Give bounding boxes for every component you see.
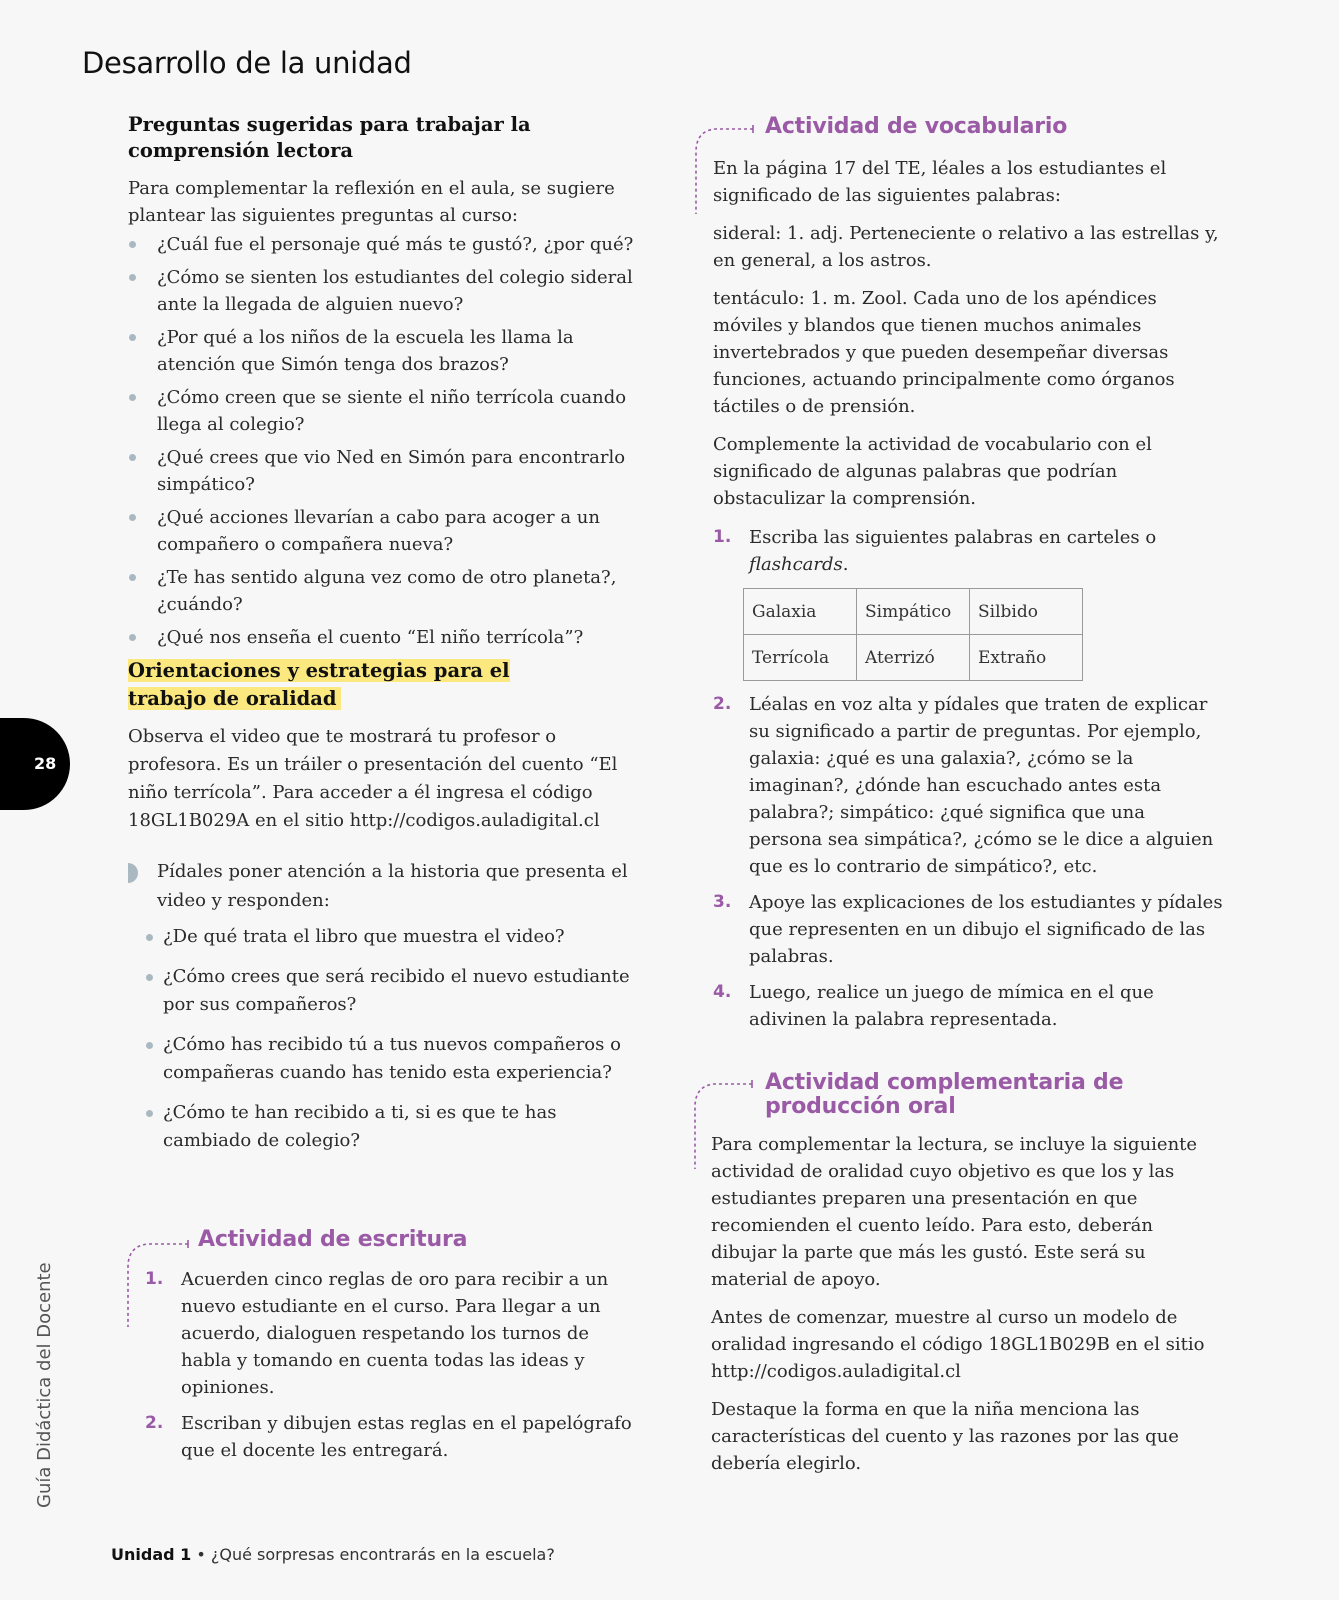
bullet-icon: [129, 574, 136, 581]
page-title: Desarrollo de la unidad: [82, 46, 412, 80]
footer-unit: Unidad 1: [111, 1545, 192, 1564]
list-item: 1. Escriba las siguientes palabras en carteles o flashcards.: [713, 524, 1223, 578]
writing-activity-title: Actividad de escritura: [198, 1227, 468, 1252]
list-item: 4. Luego, realice un juego de mímica en el que adivinen la palabra representada.: [713, 979, 1223, 1033]
table-cell: Simpático: [857, 589, 970, 635]
table-row: [744, 635, 1083, 681]
list-item: ¿Qué crees que vio Ned en Simón para encontrarlo simpático?: [128, 444, 648, 498]
definition-tentaculo: tentáculo: 1. m. Zool. Cada uno de los apéndices móviles y blandos que tienen muchos animales invertebrados y que pueden desempeñar diversas funciones, actuando principalmente como órganos táctiles o de prensión.: [713, 288, 1175, 417]
oral-activity-title-line2: producción oral: [765, 1094, 956, 1119]
step-number: 3.: [713, 892, 732, 912]
video-questions-list: [128, 923, 648, 1155]
oral-body: [711, 1131, 1211, 1477]
vocab-title-wrap: [765, 115, 1067, 139]
vocab-complement: Complemente la actividad de vocabulario con el significado de algunas palabras que podrían obstaculizar la comprensión.: [713, 434, 1152, 509]
list-item: ¿Cómo crees que será recibido el nuevo estudiante por sus compañeros?: [128, 963, 648, 1019]
word-table: [743, 588, 1083, 681]
bullet-icon: [129, 634, 136, 641]
table-cell: Aterrizó: [857, 635, 970, 681]
questions-heading: Preguntas sugeridas para trabajar la comprensión lectora: [128, 113, 531, 162]
vocab-body: [713, 155, 1223, 1042]
table-row: [744, 589, 1083, 635]
step-number: 4.: [713, 982, 732, 1002]
oral-activity-title-line1: Actividad complementaria de: [765, 1070, 1124, 1095]
bullet-icon: [146, 1042, 153, 1049]
list-item: ¿Qué acciones llevarían a cabo para acoger a un compañero o compañera nueva?: [128, 504, 648, 558]
list-item: ¿Cómo te han recibido a ti, si es que te has cambiado de colegio?: [128, 1099, 648, 1155]
list-item: ¿Cómo creen que se siente el niño terrícola cuando llega al colegio?: [128, 384, 648, 438]
table-cell: Silbido: [970, 589, 1083, 635]
oral-paragraph-1: Para complementar la lectura, se incluye la siguiente actividad de oralidad cuyo objetivo es que los y las estudiantes preparen una presentación en que recomienden el cuento leído. Para esto, deberán dibujar la parte que más les gustó. Este será su material de apoyo.: [711, 1134, 1198, 1290]
list-item: ¿Qué nos enseña el cuento “El niño terrícola”?: [128, 624, 648, 651]
list-item: ¿Cómo se sienten los estudiantes del colegio sideral ante la llegada de alguien nuevo?: [128, 264, 648, 318]
orality-text: Observa el video que te mostrará tu profesor o profesora. Es un tráiler o presentación del cuento “El niño terrícola”. Para acceder a él ingresa el código 18GL1B029A en el sitio http://codigos.auladigital.cl: [128, 726, 618, 831]
flashcards-term: flashcards: [749, 554, 843, 575]
orality-heading: Orientaciones y estrategias para el trabajo de oralidad: [128, 659, 510, 710]
questions-intro: Para complementar la reflexión en el aula, se sugiere plantear las siguientes preguntas al curso:: [128, 178, 615, 226]
orality-heading-wrap: [128, 657, 558, 713]
list-item: ¿Cuál fue el personaje qué más te gustó?, ¿por qué?: [128, 231, 648, 258]
half-circle-icon: [128, 863, 138, 883]
oral-paragraph-3: Destaque la forma en que la niña menciona las características del cuento y las razones por las que debería elegirlo.: [711, 1399, 1179, 1474]
bullet-icon: [129, 334, 136, 341]
footer-separator: •: [191, 1545, 211, 1564]
list-item: ¿Te has sentido alguna vez como de otro planeta?, ¿cuándo?: [128, 564, 648, 618]
video-prompt: Pídales poner atención a la historia que presenta el video y responden:: [157, 861, 628, 911]
bullet-icon: [146, 974, 153, 981]
oral-paragraph-2: Antes de comenzar, muestre al curso un modelo de oralidad ingresando el código 18GL1B029B en el sitio http://codigos.auladigital.cl: [711, 1307, 1205, 1382]
bullet-icon: [129, 241, 136, 248]
writing-title-wrap: [198, 1228, 467, 1252]
list-item: ¿De qué trata el libro que muestra el video?: [128, 923, 648, 951]
table-cell: Extraño: [970, 635, 1083, 681]
page-number: 28: [34, 754, 57, 773]
list-item: 1. Acuerden cinco reglas de oro para recibir a un nuevo estudiante en el curso. Para llegar a un acuerdo, dialoguen respetando los turnos de habla y tomando en cuenta todas las ideas y opiniones.: [145, 1266, 645, 1401]
list-item: ¿Por qué a los niños de la escuela les llama la atención que Simón tenga dos brazos?: [128, 324, 648, 378]
definition-sideral: sideral: 1. adj. Perteneciente o relativo a las estrellas y, en general, a los astros.: [713, 223, 1219, 271]
bullet-icon: [129, 394, 136, 401]
step-number: 2.: [145, 1413, 164, 1433]
step-number: 1.: [145, 1269, 164, 1289]
list-item: 2. Léalas en voz alta y pídales que traten de explicar su significado a partir de preguntas. Por ejemplo, galaxia: ¿qué es una galaxia?, ¿cómo se la imaginan?, ¿dónde han escuchado antes esta palabra?; simpático: ¿qué significa que una persona sea simpática?, ¿cómo se le dice a alguien que es lo contrario de simpático?, etc.: [713, 691, 1223, 880]
questions-list: [128, 231, 648, 651]
vocab-activity-title: Actividad de vocabulario: [765, 114, 1068, 139]
table-cell: Galaxia: [744, 589, 857, 635]
vocab-intro: En la página 17 del TE, léales a los estudiantes el significado de las siguientes palabras:: [713, 158, 1167, 206]
list-item: ¿Cómo has recibido tú a tus nuevos compañeros o compañeras cuando has tenido esta experiencia?: [128, 1031, 648, 1087]
step-number: 1.: [713, 527, 732, 547]
footer-question: ¿Qué sorpresas encontrarás en la escuela?: [210, 1545, 555, 1564]
step-number: 2.: [713, 694, 732, 714]
bullet-icon: [146, 1110, 153, 1117]
bullet-icon: [129, 274, 136, 281]
writing-steps: [145, 1266, 645, 1473]
footer: [111, 1545, 555, 1564]
table-cell: Terrícola: [744, 635, 857, 681]
oral-title-wrap: [765, 1071, 1123, 1119]
left-column: [128, 112, 648, 1167]
video-prompt-block: [128, 857, 648, 915]
list-item: 2. Escriban y dibujen estas reglas en el papelógrafo que el docente les entregará.: [145, 1410, 645, 1464]
list-item: 3. Apoye las explicaciones de los estudiantes y pídales que representen en un dibujo el significado de las palabras.: [713, 889, 1223, 970]
bullet-icon: [129, 514, 136, 521]
bullet-icon: [146, 934, 153, 941]
side-label: Guía Didáctica del Docente: [34, 1262, 55, 1508]
bullet-icon: [129, 454, 136, 461]
